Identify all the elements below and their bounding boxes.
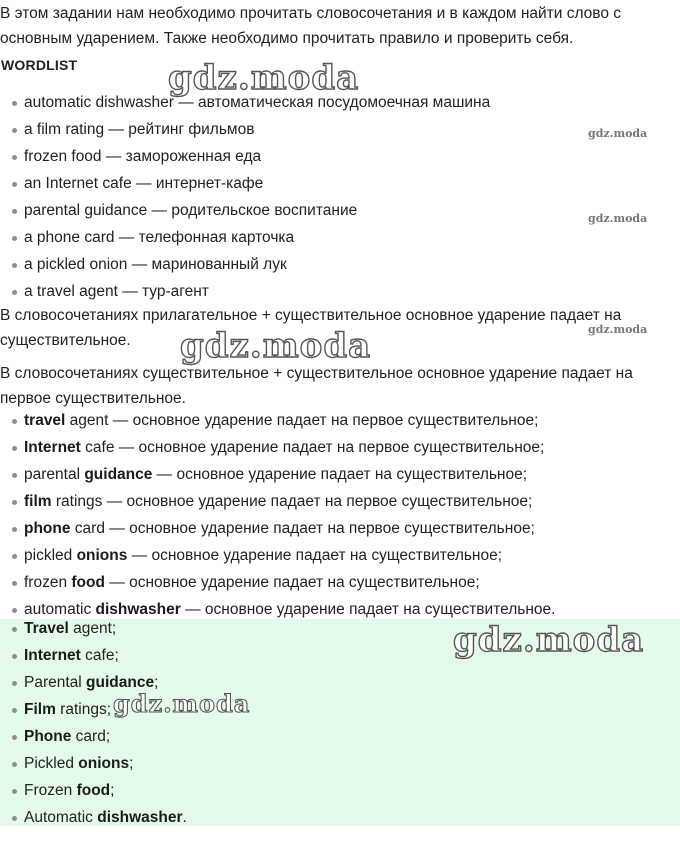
list-item: an Internet cafe — интернет-кафе <box>0 170 676 197</box>
rule-adjective-noun: В словосочетаниях прилагательное + существительное основное ударение падает на существительное. <box>0 307 622 349</box>
list-item: frozen food — замороженная еда <box>0 143 676 170</box>
list-item: frozen food — основное ударение падает на существительное; <box>0 569 676 596</box>
watermark: gdz.moda <box>168 58 360 98</box>
list-item: Internet cafe — основное ударение падает на первое существительное; <box>0 434 676 461</box>
list-item: travel agent — основное ударение падает на первое существительное; <box>0 407 676 434</box>
rule-noun-noun: В словосочетаниях существительное + существительное основное ударение падает на первое существительное. <box>0 365 633 407</box>
list-item: a phone card — телефонная карточка <box>0 224 676 251</box>
list-item: a travel agent — тур-агент <box>0 278 676 305</box>
list-item: a film rating — рейтинг фильмов <box>0 116 676 143</box>
list-item: Phone card; <box>0 723 676 750</box>
intro-paragraph: В этом задании нам необходимо прочитать словосочетания и в каждом найти слово с основным ударением. Также необходимо прочитать правило и проверить себя. <box>0 5 622 47</box>
list-item: parental guidance — основное ударение падает на существительное; <box>0 461 676 488</box>
watermark: gdz.moda <box>588 212 648 225</box>
list-item: parental guidance — родительское воспитание <box>0 197 676 224</box>
list-item: phone card — основное ударение падает на первое существительное; <box>0 515 676 542</box>
watermark: gdz.moda <box>588 323 648 336</box>
list-item: Frozen food; <box>0 777 676 804</box>
list-item: Parental guidance; <box>0 669 676 696</box>
list-item: Internet cafe; <box>0 642 676 669</box>
watermark: gdz.moda <box>113 689 251 718</box>
list-item: Pickled onions; <box>0 750 676 777</box>
list-item: pickled onions — основное ударение падает на существительное; <box>0 542 676 569</box>
stress-explanation-list <box>0 407 676 623</box>
wordlist <box>0 89 676 305</box>
watermark: gdz.moda <box>453 620 645 660</box>
list-item: a pickled onion — маринованный лук <box>0 251 676 278</box>
list-item: Automatic dishwasher. <box>0 804 676 831</box>
list-item: automatic dishwasher — основное ударение падает на существительное. <box>0 596 676 623</box>
list-item: Film ratings; <box>0 696 676 723</box>
wordlist-heading: WORDLIST <box>1 57 78 73</box>
list-item: Travel agent; <box>0 615 676 642</box>
watermark: gdz.moda <box>180 326 372 366</box>
list-item: automatic dishwasher — автоматическая посудомоечная машина <box>0 89 676 116</box>
list-item: film ratings — основное ударение падает на первое существительное; <box>0 488 676 515</box>
watermark: gdz.moda <box>588 127 648 140</box>
